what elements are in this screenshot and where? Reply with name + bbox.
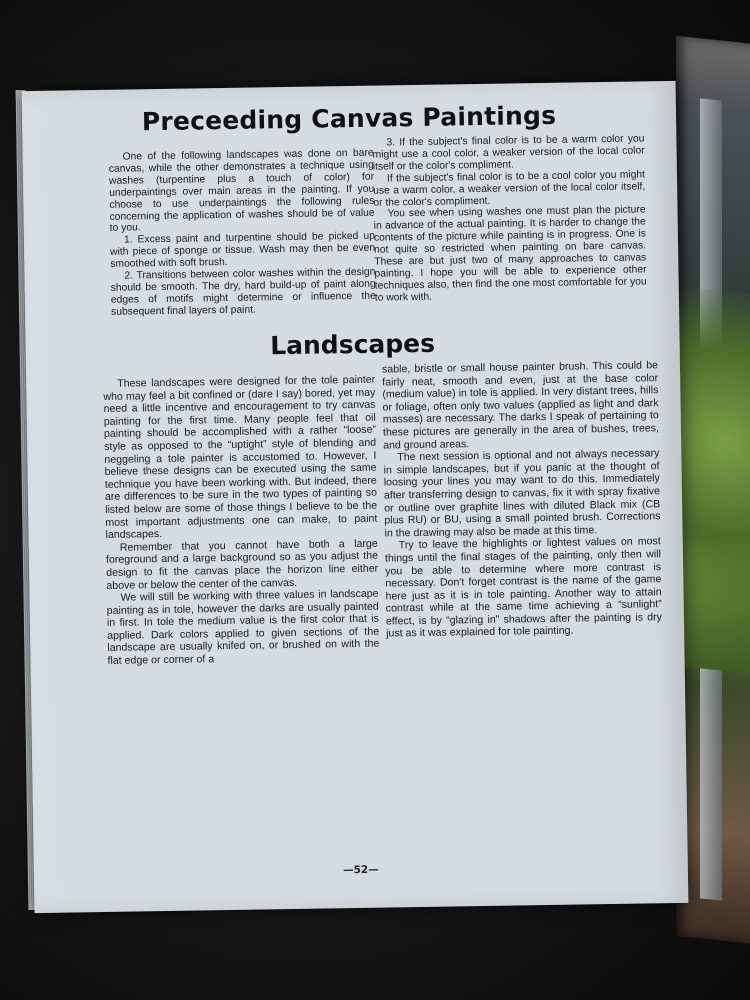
canvas-paintings-left-column — [109, 148, 377, 319]
page-number: —52— — [342, 863, 379, 877]
paragraph: If the subject's final color is to be a cool color you might use a warm color, a weaker version of the local color itself, or the color's compliment. — [373, 169, 646, 209]
paragraph: Try to leave the highlights or lightest values on most things until the final stages of the painting, only then will you be able to determine where more contrast is necessary. Don't forget contrast is the name of the game here just as it is in tole painting. Another way to attain contrast while at the same time achieving a “sunlight” effect, is by “glazing in” shadows after the painting is dry just as it was explained for tole painting. — [384, 535, 663, 640]
canvas-paintings-right-column — [372, 133, 647, 304]
paragraph: The next session is optional and not always necessary in simple landscapes, but if you panic at the thought of loosing your lines you may want to do this. Immediately after transferring design to canvas, fix it with spray fixative or outline over graphite lines with diluted Black mix (CB plus RU) or BU, using a small pointed brush. Corrections in the drawing may also be made at this time. — [383, 447, 661, 540]
paragraph: You see when using washes one must plan the picture in advance of the actual painting. It is harder to change the contents of the picture while painting is in progress. One is not quite so restricted when painting on bare canvas. These are but just two of many approaches to canvas painting. I hope you will be able to experience other techniques also, then find the one most comfortable for you to work with. — [373, 204, 647, 304]
section-heading-canvas-paintings: Preceeding Canvas Paintings — [141, 100, 557, 137]
landscapes-right-column — [382, 359, 662, 640]
section-heading-landscapes: Landscapes — [269, 328, 436, 361]
paragraph: Remember that you cannot have both a large foreground and a large background so as you adjust the design to fit the canvas place the horizon line either above or below the center of the canvas. — [105, 537, 379, 592]
facing-page-photo — [676, 36, 750, 944]
paragraph: 1. Excess paint and turpentine should be picked up with piece of sponge or tissue. Wash may then be even smoothed with soft brush. — [110, 230, 376, 270]
paragraph: 2. Transitions between color washes within the design should be smooth. The dry, hard build-up of paint along edges of motifs might determine or influence the subsequent final layers of paint. — [110, 266, 376, 318]
landscapes-left-column — [103, 374, 380, 668]
paragraph: sable, bristle or small house painter brush. This could be fairly neat, smooth and even, just at the base color (medium value) in tole is applied. In very distant trees, hills or foliage, often only two values (applied as light and dark masses) are necessary. The darks I speak of pertaining to these pictures are generally in the area of bushes, trees, and ground areas. — [381, 359, 660, 452]
paragraph: These landscapes were designed for the tole painter who may feel a bit confined or (dare I say) bored, yet may need a little incentive and encouragement to try canvas painting for the first time. Many people feel that oil painting should be accomplished with a rather “loose” style as opposed to the “uptight” style of blending and neggeling a tole painter is accustomed to. However, I believe these designs can be executed using the same technique you have been working with. But indeed, there are differences to be sure in the two types of painting so listed below are some of those things I believe to be the most important adjustments one can make, to paint landscapes. — [103, 373, 378, 542]
paragraph: One of the following landscapes was done on bare canvas, while the other demonstrates a technique using washes (turpentine plus a touch of color) for underpaintings over main areas in the painting. If you choose to use underpaintings the following rules concerning the application of washes should be of value to you. — [108, 147, 375, 235]
paragraph: 3. If the subject's final color is to be a warm color you might use a cool color, a weaker version of the local color itself or the color's compliment. — [372, 133, 645, 173]
magazine-page — [22, 81, 689, 913]
paragraph: We will still be working with three values in landscape painting as in tole, however the darks are usually painted in first. In tole the medium value is the first color that is applied. Dark colors applied to given sections of the landscape are usually knifed on, or brushed on with the flat edge or corner of a — [106, 587, 380, 667]
photo-foliage — [676, 286, 750, 674]
